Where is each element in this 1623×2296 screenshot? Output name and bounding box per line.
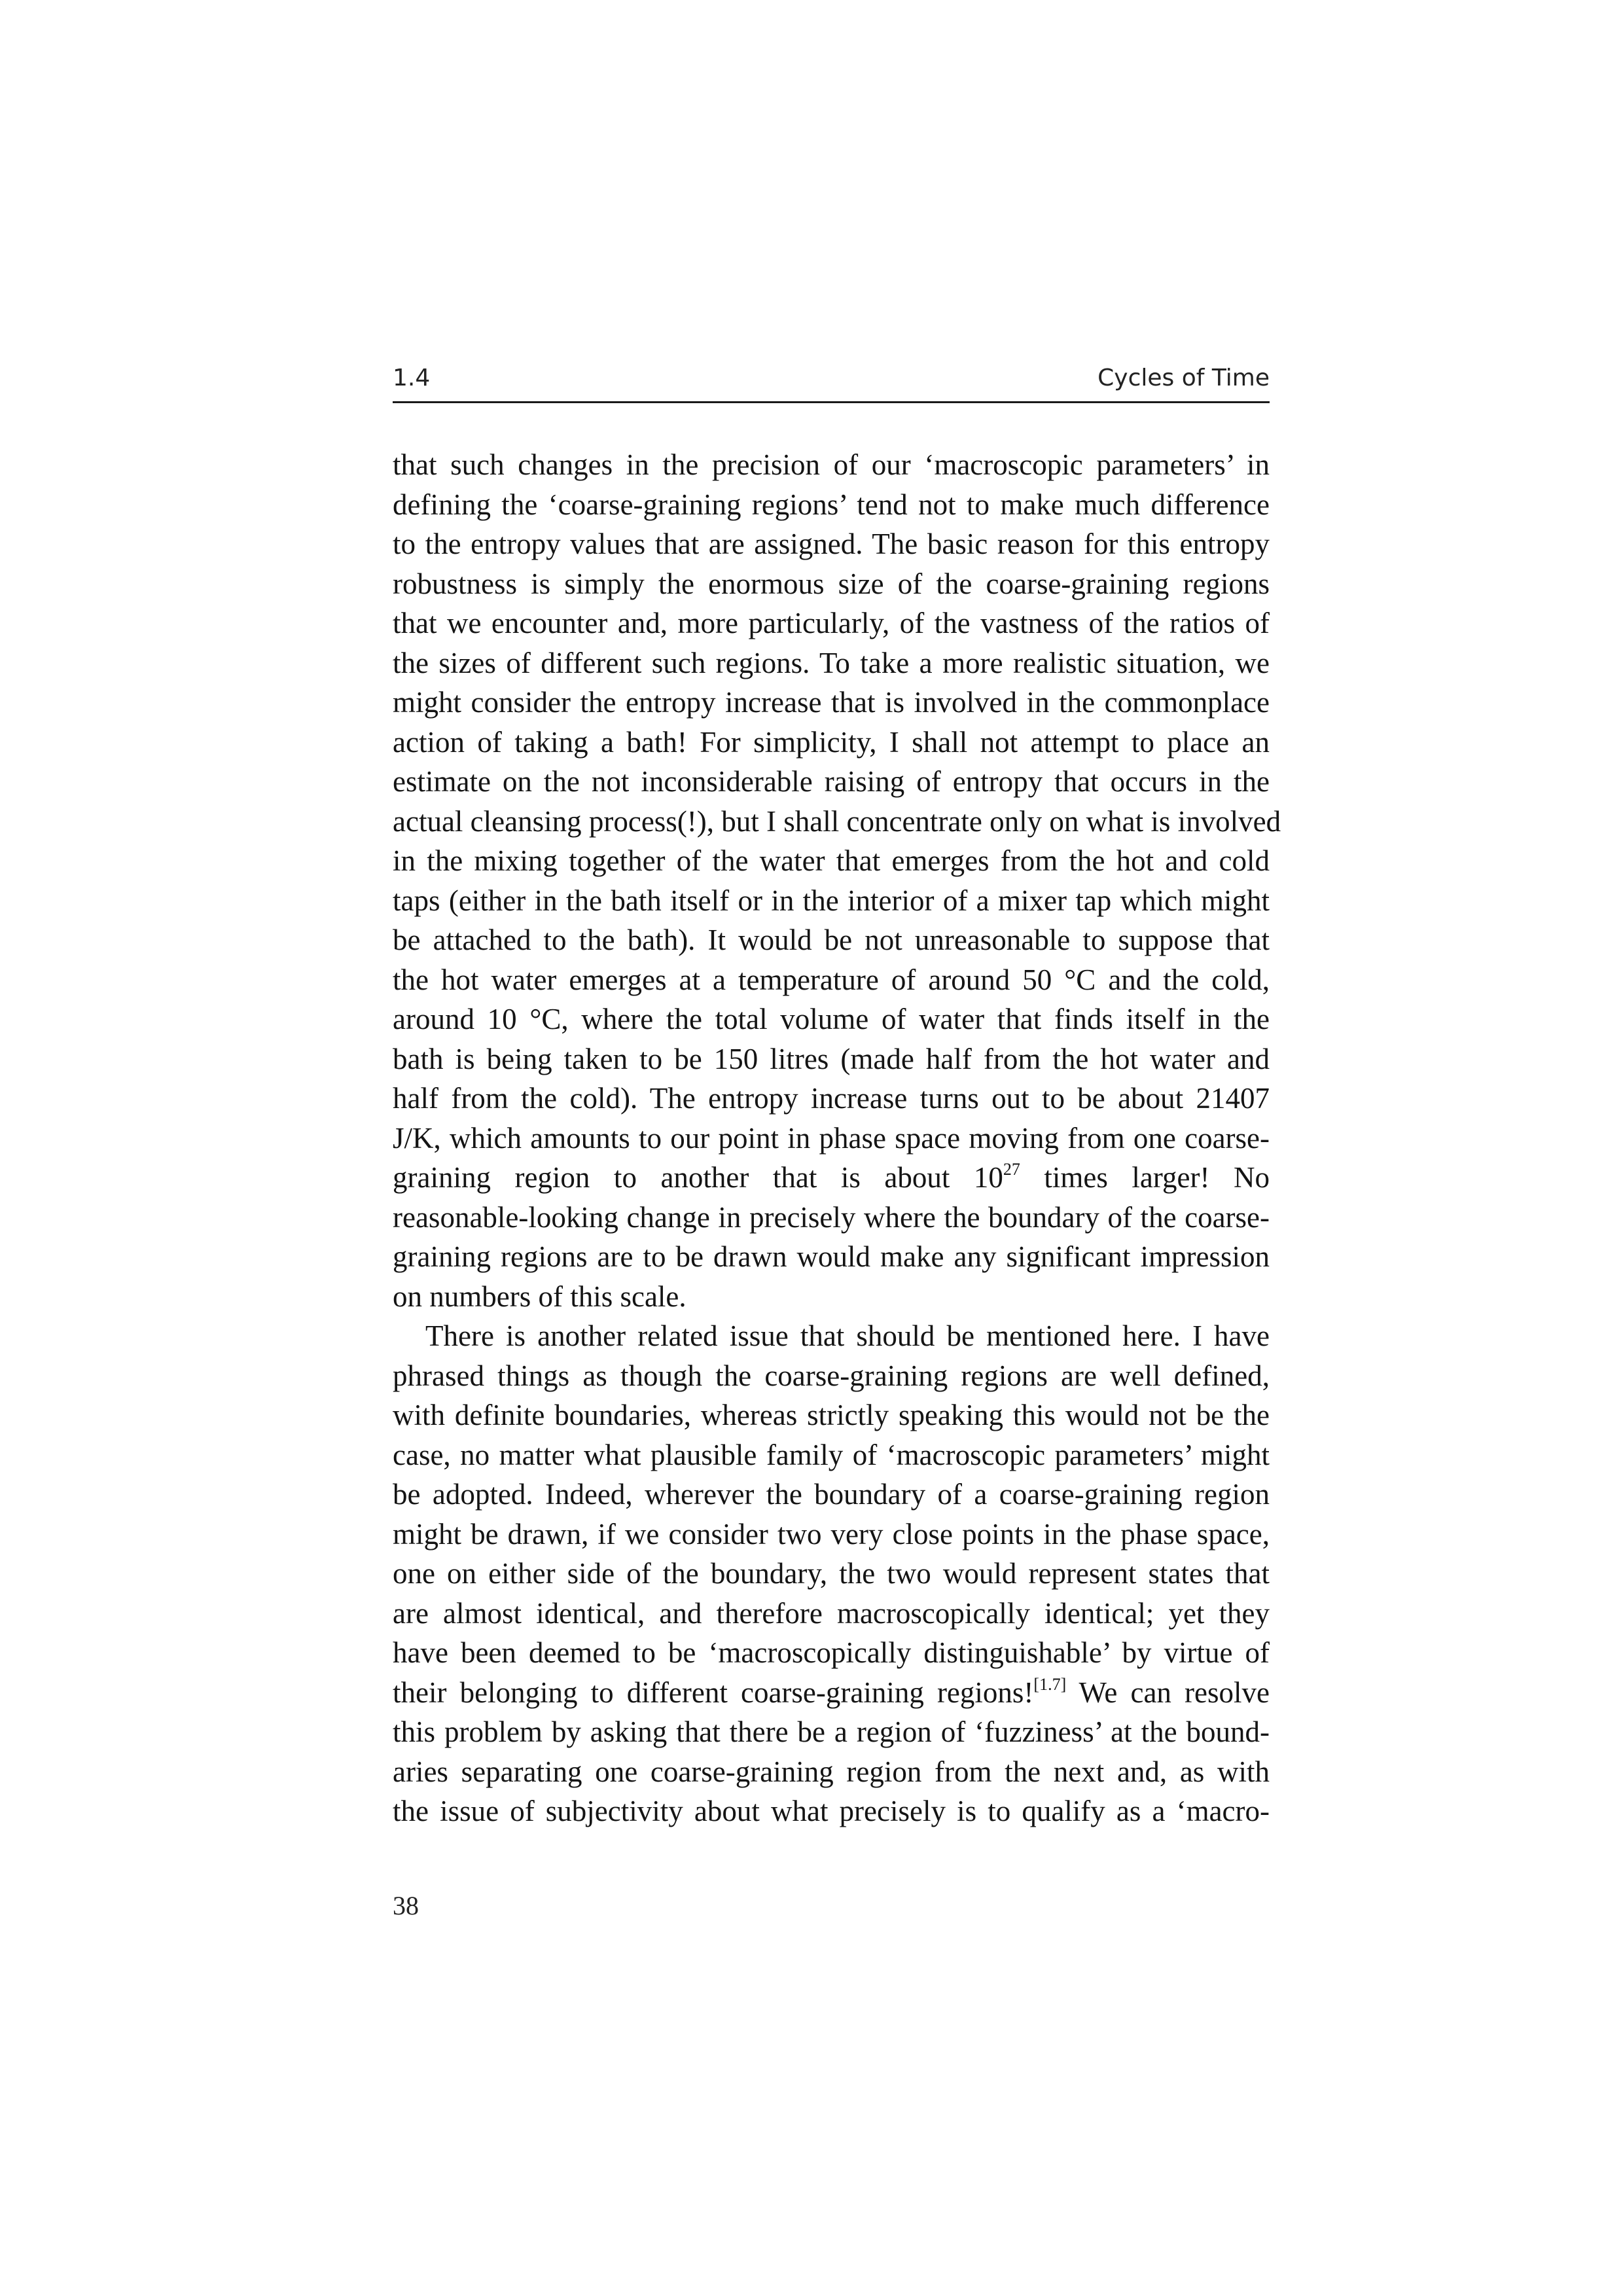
text-line: taps (either in the bath itself or in the interior of a mixer tap which might bbox=[393, 884, 1270, 917]
text-line: might consider the entropy increase that is involved in the commonplace bbox=[393, 686, 1270, 719]
text-fragment: their belonging to different coarse-graining regions! bbox=[393, 1676, 1034, 1709]
text-line: the sizes of different such regions. To take a more realistic situation, we bbox=[393, 646, 1270, 679]
text-line: reasonable-looking change in precisely where the boundary of the coarse- bbox=[393, 1200, 1270, 1234]
text-line: be attached to the bath). It would be not unreasonable to suppose that bbox=[393, 924, 1270, 956]
text-line: that we encounter and, more particularly, of the vastness of the ratios of bbox=[393, 607, 1270, 639]
text-line: aries separating one coarse-graining region from the next and, as with bbox=[393, 1755, 1270, 1788]
text-line: half from the cold). The entropy increase turns out to be about 21407 bbox=[393, 1082, 1270, 1115]
text-line: might be drawn, if we consider two very close points in the phase space, bbox=[393, 1517, 1270, 1551]
text-line: that such changes in the precision of our ‘macroscopic parameters’ in bbox=[393, 448, 1270, 481]
body-text bbox=[393, 445, 1281, 1831]
exponent: 27 bbox=[1003, 1160, 1020, 1179]
text-line: defining the ‘coarse-graining regions’ tend not to make much difference bbox=[393, 488, 1270, 521]
text-line: with definite boundaries, whereas strictly speaking this would not be the bbox=[393, 1399, 1270, 1431]
endnote-marker: [1.7] bbox=[1033, 1674, 1067, 1694]
text-line-with-exponent bbox=[393, 1158, 1270, 1198]
text-line: action of taking a bath! For simplicity, I shall not attempt to place an bbox=[393, 725, 1270, 759]
running-title: Cycles of Time bbox=[1097, 365, 1270, 391]
text-line: the hot water emerges at a temperature of around 50 °C and the cold, bbox=[393, 963, 1270, 996]
text-line: estimate on the not inconsiderable raising of entropy that occurs in the bbox=[393, 765, 1270, 798]
section-number: 1.4 bbox=[393, 365, 431, 391]
text-fragment: times larger! No bbox=[1020, 1161, 1270, 1194]
text-line: J/K, which amounts to our point in phase space moving from one coarse- bbox=[393, 1121, 1270, 1155]
text-line: case, no matter what plausible family of ‘macroscopic parameters’ might bbox=[393, 1438, 1270, 1471]
text-line-with-note bbox=[393, 1673, 1270, 1713]
text-line: the issue of subjectivity about what precisely is to qualify as a ‘macro- bbox=[393, 1795, 1270, 1827]
text-fragment: graining region to another that is about 10 bbox=[393, 1161, 1003, 1194]
text-line: one on either side of the boundary, the two would represent states that bbox=[393, 1557, 1270, 1590]
text-line: on numbers of this scale. bbox=[393, 1280, 687, 1313]
text-line: in the mixing together of the water that emerges from the hot and cold bbox=[393, 844, 1270, 877]
text-line: have been deemed to be ‘macroscopically distinguishable’ by virtue of bbox=[393, 1636, 1270, 1669]
text-line: bath is being taken to be 150 litres (made half from the hot water and bbox=[393, 1042, 1270, 1075]
text-line: this problem by asking that there be a region of ‘fuzziness’ at the bound- bbox=[393, 1715, 1270, 1748]
text-line: actual cleansing process(!), but I shall concentrate only on what is involved bbox=[393, 804, 1281, 838]
text-line: phrased things as though the coarse-graining regions are well defined, bbox=[393, 1359, 1270, 1392]
text-line: There is another related issue that should be mentioned here. I have bbox=[425, 1319, 1270, 1352]
text-line: around 10 °C, where the total volume of water that finds itself in the bbox=[393, 1003, 1270, 1035]
text-line: robustness is simply the enormous size of the coarse-graining regions bbox=[393, 567, 1270, 600]
text-line: are almost identical, and therefore macroscopically identical; yet they bbox=[393, 1596, 1270, 1630]
page-number: 38 bbox=[393, 1891, 419, 1920]
text-line: graining regions are to be drawn would make any significant impression bbox=[393, 1240, 1270, 1273]
text-line: be adopted. Indeed, wherever the boundary of a coarse-graining region bbox=[393, 1478, 1270, 1511]
running-head bbox=[393, 361, 1270, 403]
text-fragment: We can resolve bbox=[1066, 1676, 1270, 1709]
text-line: to the entropy values that are assigned. The basic reason for this entropy bbox=[393, 528, 1270, 560]
